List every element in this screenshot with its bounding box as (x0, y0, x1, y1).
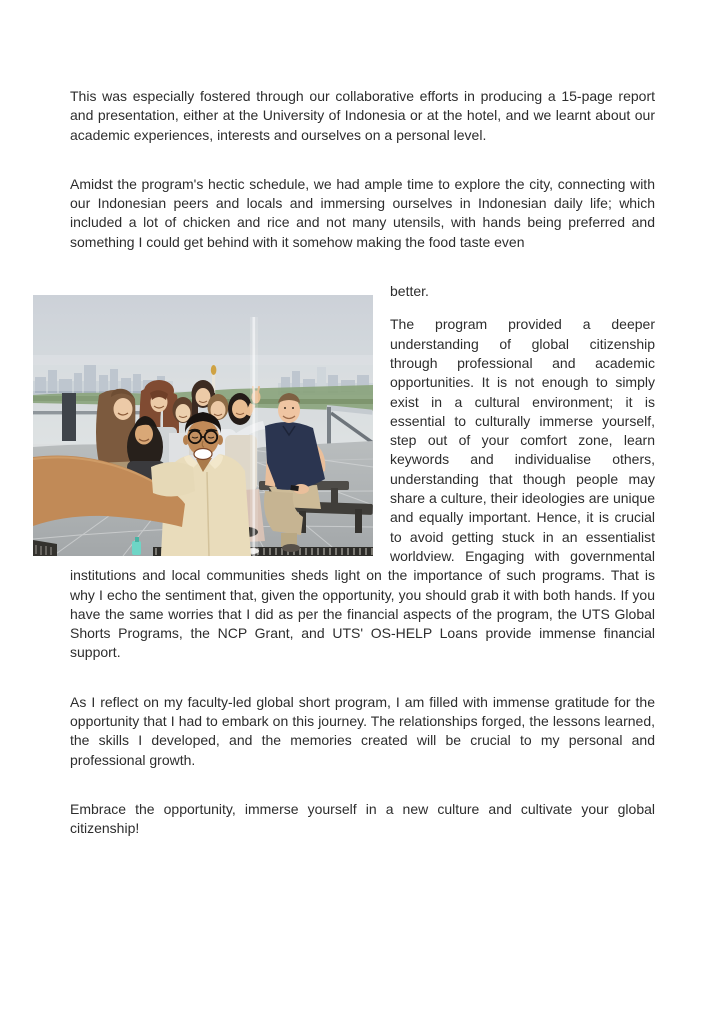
group-photo (33, 295, 373, 556)
paragraph-5: Embrace the opportunity, immerse yourself in a new culture and cultivate your global citizenship! (70, 800, 655, 837)
document-body (70, 87, 655, 869)
paragraph-2-continued: better. (390, 283, 429, 300)
paragraph-2 (70, 175, 655, 252)
paragraph-1: This was especially fostered through our collaborative efforts in producing a 15-page report and presentation, either at the University of Indonesia or at the hotel, and we learnt about our academic experiences, interests and ourselves on a personal level. (70, 88, 655, 143)
selfie-arm (33, 456, 195, 528)
paragraph-3: The program provided a deeper understanding of global citizenship through professional and academic opportunities. It is not enough to simply exist in a cultural environment; it is essential to culturally immerse yourself, step out of your comfort zone, learn keywords and individualise others, understanding that though people may share a culture, their ideologies are unique and equally important. Hence, it is crucial to avoid getting stuck in an essentialist worldview. Engaging with governmental institutions and local communities sheds light on the importance of such programs. That is why I echo the sentiment that, given the opportunity, you should grab it with both hands. If you have the same worries that I did as per the financial aspects of the program, the UTS Global Shorts Programs, the NCP Grant, and UTS' OS-HELP Loans provide immense financial support. (70, 316, 655, 661)
top-haze (33, 295, 373, 365)
paragraph-2-text: Amidst the program's hectic schedule, we had ample time to explore the city, connecting with our Indonesian peers and locals and immersing ourselves in Indonesian daily life; which included a lot of chicken and rice and not many utensils, with hands being preferred and something I could get behind with it somehow making the food taste even (70, 175, 655, 250)
group-photo-illustration (33, 295, 373, 556)
paragraph-4: As I reflect on my faculty-led global short program, I am filled with immense gratitude for the opportunity that I had to embark on this journey. The relationships forged, the lessons learned, the skills I developed, and the memories created will be crucial to my personal and professional growth. (70, 693, 655, 768)
